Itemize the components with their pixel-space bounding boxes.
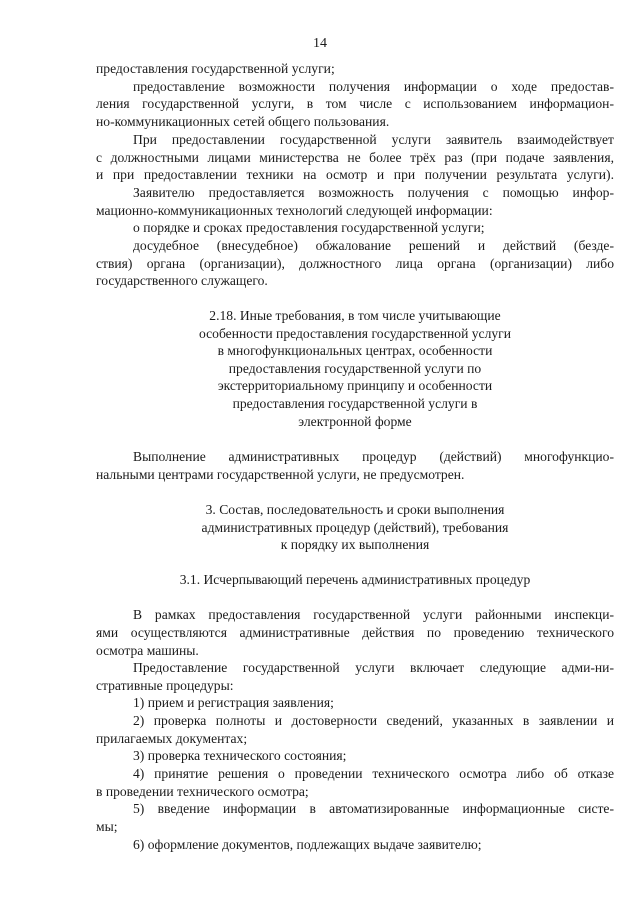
text-line: предоставление возможности получения информации о ходе предостав- <box>133 79 614 94</box>
text-line: государственного служащего. <box>96 273 268 288</box>
section-heading: особенности предоставления государственной услуги <box>198 326 512 341</box>
text-line: В рамках предоставления государственной услуги районными инспекци- <box>133 607 614 622</box>
section-heading: 3. Состав, последовательность и сроки выполнения <box>205 502 505 517</box>
page-number: 14 <box>313 36 327 51</box>
text-line: нальными центрами государственной услуги, не предусмотрен. <box>96 467 465 482</box>
text-line: досудебное (внесудебное) обжалование решений и действий (безде- <box>133 238 614 253</box>
text-line: с должностными лицами министерства не более трёх раз (при подаче заявления, <box>96 150 614 165</box>
section-heading: 2.18. Иные требования, в том числе учитывающие <box>209 308 501 323</box>
text-line: но-коммуникационных сетей общего пользования. <box>96 114 390 129</box>
list-item: 5) введение информации в автоматизированные информационные систе- <box>133 801 614 816</box>
text-line: прилагаемых документах; <box>96 731 248 746</box>
text-line: осмотра машины. <box>96 643 199 658</box>
text-line: стративные процедуры: <box>96 678 234 693</box>
section-heading: 3.1. Исчерпывающий перечень административных процедур <box>179 572 531 587</box>
section-heading: предоставления государственной услуги по <box>228 361 482 376</box>
text-line: ствия) органа (организации), должностного лица органа (организации) либо <box>96 256 614 271</box>
text-line: предоставления государственной услуги; <box>96 61 335 76</box>
list-item: 3) проверка технического состояния; <box>133 748 347 763</box>
section-heading: предоставления государственной услуги в <box>232 396 478 411</box>
section-heading: в многофункциональных центрах, особенности <box>217 343 493 358</box>
list-item: 6) оформление документов, подлежащих выдаче заявителю; <box>133 837 482 852</box>
text-line: и при предоставлении техники на осмотр и при получении результата услуги). <box>96 167 614 182</box>
text-line: ления государственной услуги, в том числе с использованием информацион- <box>96 96 614 111</box>
section-heading: административных процедур (действий), требования <box>201 520 509 535</box>
text-line: ями осуществляются административные действия по проведению технического <box>96 625 614 640</box>
section-heading: электронной форме <box>298 414 412 429</box>
list-item: 4) принятие решения о проведении технического осмотра либо об отказе <box>133 766 614 781</box>
text-line: При предоставлении государственной услуги заявитель взаимодействует <box>133 132 614 147</box>
text-line: Предоставление государственной услуги включает следующие адми-ни- <box>133 660 614 675</box>
text-line: мы; <box>96 819 118 834</box>
section-heading: к порядку их выполнения <box>280 537 430 552</box>
text-line: о порядке и сроках предоставления государственной услуги; <box>133 220 485 235</box>
list-item: 2) проверка полноты и достоверности сведений, указанных в заявлении и <box>133 713 614 728</box>
section-heading: экстерриториальному принципу и особенности <box>217 378 493 393</box>
text-line: Выполнение административных процедур (действий) многофункцио- <box>133 449 614 464</box>
text-line: в проведении технического осмотра; <box>96 784 309 799</box>
text-line: Заявителю предоставляется возможность получения с помощью инфор- <box>133 185 614 200</box>
text-line: мационно-коммуникационных технологий следующей информации: <box>96 203 493 218</box>
list-item: 1) прием и регистрация заявления; <box>133 695 334 710</box>
